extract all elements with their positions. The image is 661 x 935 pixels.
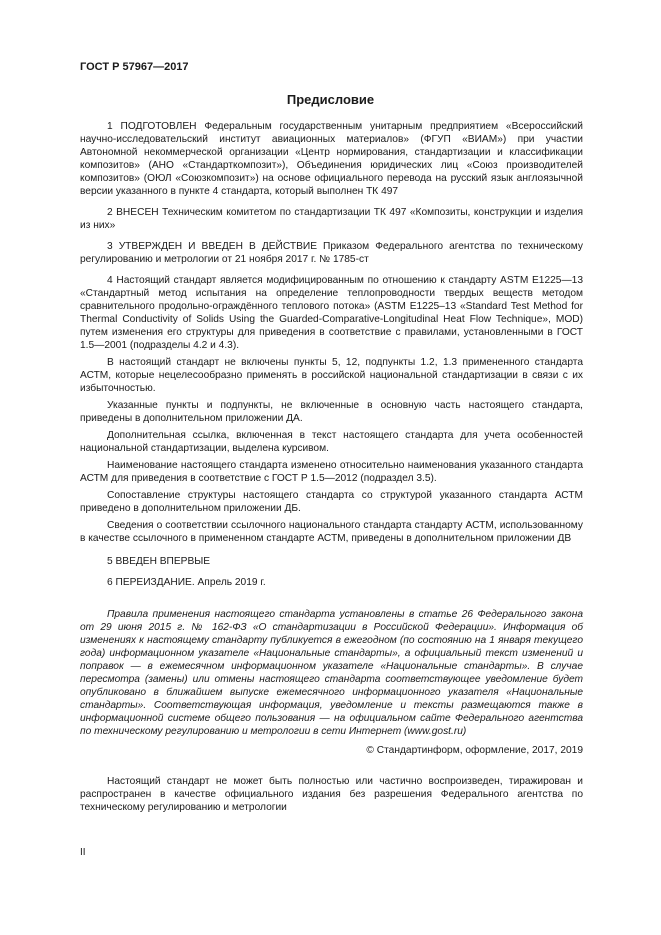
item-4-italic-reference: Дополнительная ссылка, включенная в текст настоящего стандарта для учета особенностей национальной стандартизации, выделена курсивом. [80,430,583,454]
foreword-body [80,120,583,589]
item-6-reissue: 6 ПЕРЕИЗДАНИЕ. Апрель 2019 г. [107,577,266,588]
reproduction-text: Настоящий стандарт не может быть полностью или частично воспроизведен, тиражирован и распространен в качестве официального издания без разрешения Федерального агентства по техническому регулированию и метрологии [80,776,583,813]
reproduction-notice [80,775,583,814]
item-1-prepared: 1 ПОДГОТОВЛЕН Федеральным государственным унитарным предприятием «Всероссийский научно-исследовательский институт авиационных материалов» (ФГУП «ВИАМ») при участии Автономной некоммерческой организации «Центр нормирования, стандартизации и классификации композитов» (АНО «Стандарткомпозит»), Объединения юридических лиц «Союз производителей композитов» (ОЮЛ «Союзкомпозит») на основе официального перевода на русский язык англоязычной версии указанного в пункте 4 стандарта, который выполнен ТК 497 [80,121,583,197]
item-3-approved: 3 УТВЕРЖДЕН И ВВЕДЕН В ДЕЙСТВИЕ Приказом Федерального агентства по техническому регулированию и метрологии от 21 ноября 2017 г. № 1785-ст [80,241,583,265]
item-4-structure-comparison: Сопоставление структуры настоящего стандарта со структурой указанного стандарта АСТМ приведено в дополнительном приложении ДБ. [80,490,583,514]
page-title: Предисловие [286,92,375,107]
standard-code: ГОСТ Р 57967—2017 [80,61,189,73]
item-4-excluded-clauses: В настоящий стандарт не включены пункты 5, 12, подпункты 1.2, 1.3 примененного стандарта АСТМ, которые нецелесообразно применять в российской национальной стандартизации в связи с их избыточностью. [80,357,583,394]
item-4-modified: 4 Настоящий стандарт является модифицированным по отношению к стандарту ASTM E1225—13 «Стандартный метод испытания на определение теплопроводности твердых веществ методом сравнительного продольно-ограждённого теплового потока» (ASTM E1225–13 «Standard Test Method for Thermal Conductivity of Solids Using the Guarded-Comparative-Longitudinal Heat Flow Technique», MOD) путем изменения его структуры для приведения в соответствие с правилами, установленными в ГОСТ 1.5—2001 (подразделы 4.2 и 4.3). [80,275,583,351]
item-5-first-introduced: 5 ВВЕДЕН ВПЕРВЫЕ [107,556,211,567]
copyright: © Стандартинформ, оформление, 2017, 2019 [366,745,583,756]
item-4-title-change: Наименование настоящего стандарта изменено относительно наименования указанного стандарта АСТМ для приведения в соответствие с ГОСТ Р 1.5—2012 (подраздел 3.5). [80,460,583,484]
item-4-reference-info: Сведения о соответствии ссылочного национального стандарта стандарту АСТМ, использованному в качестве ссылочного в примененном стандарте АСТМ, приведены в дополнительном приложении ДВ [80,520,583,544]
page-number: II [80,847,86,858]
note-text: Правила применения настоящего стандарта установлены в статье 26 Федерального закона от 29 июня 2015 г. № 162-ФЗ «О стандартизации в Российской Федерации». Информация об изменениях к настоящему стандарту публикуется в ежегодном (по состоянию на 1 января текущего года) информационном указателе «Национальные стандарты», а официальный текст изменений и поправок — в ежемесячном информационном указателе «Национальные стандарты». В случае пересмотра (замены) или отмены настоящего стандарта соответствующее уведомление будет опубликовано в ближайшем выпуске ежемесячного информационного указателя «Национальные стандарты». Соответствующая информация, уведомление и тексты размещаются также в информационной системе общего пользования — на официальном сайте Федерального агентства по техническому регулированию и метрологии в сети Интернет (www.gost.ru) [80,609,583,737]
application-rules-note [80,608,583,738]
item-2-introduced: 2 ВНЕСЕН Техническим комитетом по стандартизации ТК 497 «Композиты, конструкции и изделия из них» [80,207,583,231]
item-4-appendix-da: Указанные пункты и подпункты, не включенные в основную часть настоящего стандарта, приведены в дополнительном приложении ДА. [80,400,583,424]
